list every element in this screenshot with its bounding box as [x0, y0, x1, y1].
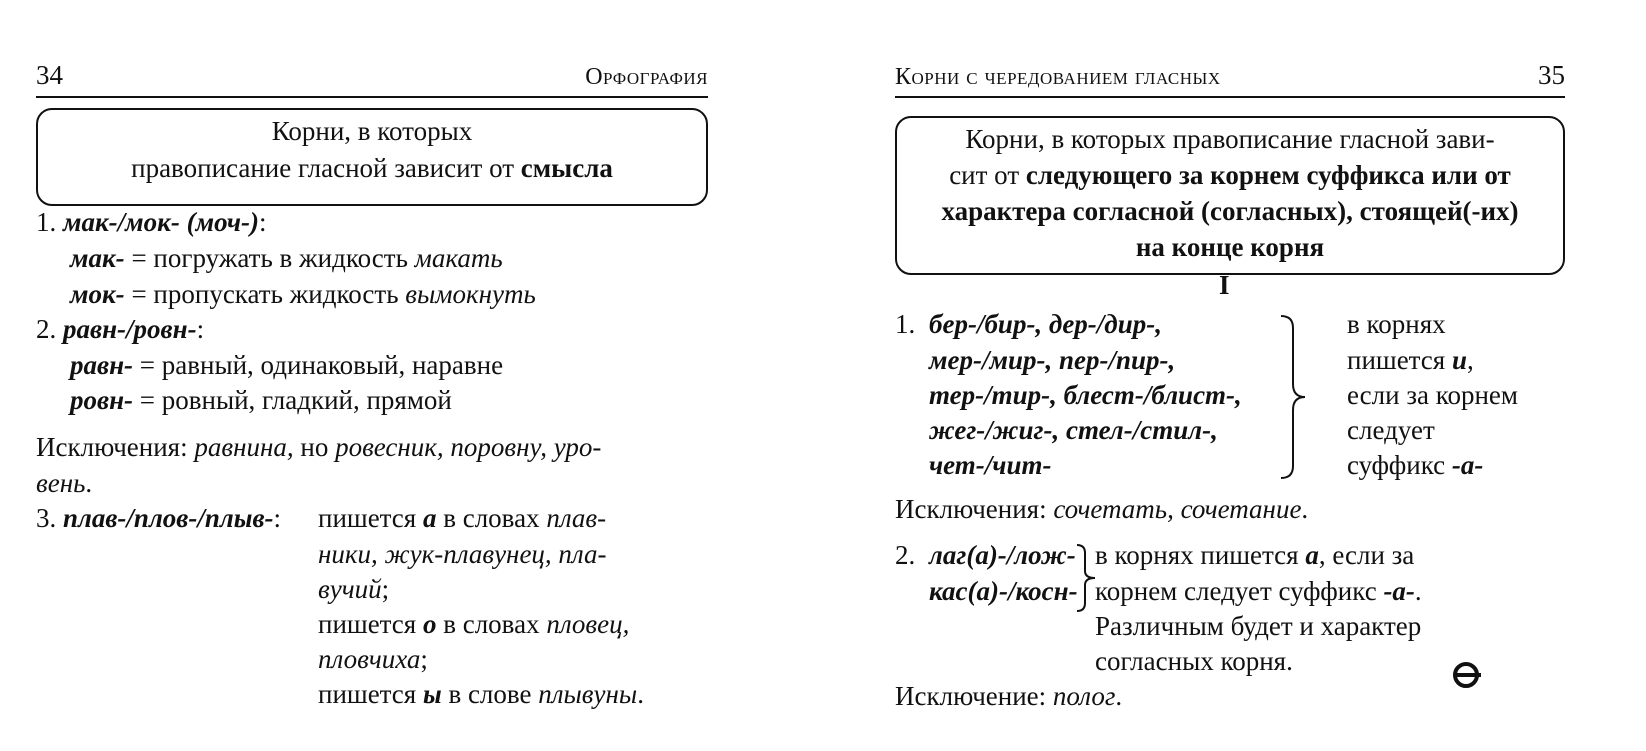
item-3-rule-line: пловчиха;	[318, 644, 428, 674]
item-1-rule: в корнях	[1347, 309, 1446, 339]
running-head	[36, 60, 708, 98]
section-numeral: I	[1219, 270, 1230, 300]
item-3-rule-line: пишется а в словах плав-	[318, 503, 607, 533]
exceptions-continued: вень.	[36, 468, 93, 498]
rule-box-line: сит от следующего за корнем суффикса или от	[949, 160, 1511, 190]
item-2-rule: Различным будет и характер	[1095, 611, 1422, 641]
item-1-heading: 1. мак-/мок- (моч-):	[36, 207, 267, 237]
item-1-roots: жег-/жиг-, стел-/стил-,	[929, 415, 1218, 445]
item-1-roots: бер-/бир-, дер-/дир-,	[929, 309, 1162, 339]
running-title: Орфография	[585, 64, 708, 90]
item-1-rule: следует	[1347, 415, 1435, 445]
rule-box-line: правописание гласной зависит от смысла	[131, 153, 613, 183]
item-2-rule: в корнях пишется а, если за	[1095, 540, 1415, 570]
rule-box	[36, 108, 708, 206]
rule-box-line: Корни, в которых	[271, 116, 473, 146]
item-1-sub-2: мок- = пропускать жидкость вымокнуть	[70, 279, 536, 309]
exceptions: Исключения: равнина, но ровесник, поровну, уро-	[36, 432, 602, 462]
item-2-num: 2.	[895, 540, 916, 570]
item-2-rule: согласных корня.	[1095, 646, 1293, 676]
item-1-rule: пишется и,	[1347, 345, 1474, 375]
rule-box-line: характера согласной (согласных), стоящей(-их)	[941, 196, 1519, 226]
item-1-roots: мер-/мир-, пер-/пир-,	[929, 345, 1176, 375]
exceptions: Исключения: сочетать, сочетание.	[895, 494, 1309, 524]
item-3-rule-line: ники, жук-плавунец, пла-	[318, 539, 607, 569]
running-head	[895, 60, 1565, 98]
item-1-sub-1: мак- = погружать в жидкость макать	[70, 243, 503, 273]
item-1-roots: тер-/тир-, блест-/блист-,	[929, 380, 1242, 410]
item-2-sub-1: равн- = равный, одинаковый, наравне	[70, 350, 504, 380]
rule-box-line: Корни, в которых правописание гласной зави-	[965, 124, 1495, 154]
item-2-heading: 2. равн-/ровн-:	[36, 314, 205, 344]
page-number: 35	[1538, 60, 1565, 90]
rule-box-line: на конце корня	[1135, 232, 1325, 262]
item-1-num: 1.	[895, 309, 916, 339]
item-1-rule: суффикс -а-	[1347, 450, 1484, 480]
left-page	[36, 0, 708, 751]
right-brace-icon	[1279, 314, 1309, 480]
item-2-roots: лаг(а)-/лож-	[929, 540, 1076, 570]
exception: Исключение: полог.	[895, 681, 1123, 711]
item-3-rule-line: пишется о в словах пловец,	[318, 609, 630, 639]
running-title: Корни с чередованием гласных	[895, 64, 1221, 90]
item-2-sub-2: ровн- = ровный, гладкий, прямой	[70, 385, 452, 415]
item-1-rule: если за корнем	[1347, 380, 1518, 410]
item-3-heading: 3. плав-/плов-/плыв-:	[36, 503, 282, 533]
rule-box	[895, 116, 1565, 275]
item-3-rule-line: вучий;	[318, 574, 390, 604]
item-3-rule-line: пишется ы в слове плывуны.	[318, 679, 644, 709]
right-page	[895, 0, 1565, 751]
item-2-rule: корнем следует суффикс -а-.	[1095, 576, 1422, 606]
item-2-roots: кас(а)-/косн-	[929, 576, 1078, 606]
continue-arrow-icon	[1451, 660, 1485, 690]
page-number: 34	[36, 60, 63, 90]
item-1-roots: чет-/чит-	[929, 450, 1052, 480]
